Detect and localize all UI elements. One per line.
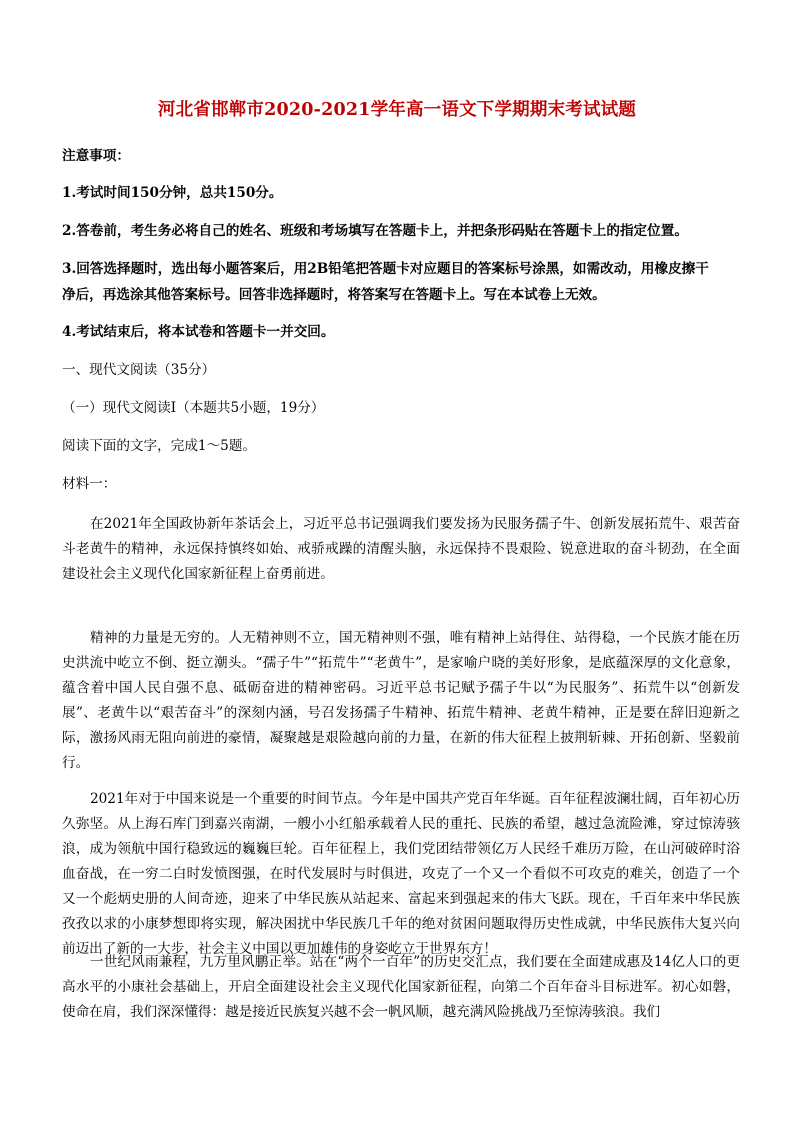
- notice-item-4: 4.考试结束后，将本试卷和答题卡一并交回。: [62, 324, 335, 340]
- notice-item-2: 2.答卷前，考生务必将自己的姓名、班级和考场填写在答题卡上，并把条形码贴在答题卡上的指定位置。: [62, 223, 688, 239]
- notice-heading: 注意事项：: [62, 148, 130, 164]
- notice-item-3-line-2: 净后，再选涂其他答案标号。回答非选择题时，将答案写在答题卡上。写在本试卷上无效。: [62, 287, 606, 303]
- notice-item-1: 1.考试时间150分钟，总共150分。: [62, 185, 283, 201]
- reading-instruction: 阅读下面的文字，完成1～5题。: [62, 438, 257, 454]
- exam-title: 河北省邯郸市2020-2021学年高一语文下学期期末考试试题: [157, 100, 637, 120]
- paragraph-2: 精神的力量是无穷的。人无精神则不立，国无精神则不强，唯有精神上站得住、站得稳，一个民族才能在历史洪流中屹立不倒、挺立潮头。“孺子牛”“拓荒牛”“老黄牛”，是家喻户晓的美好形象，是底蕴深厚的文化意象，蕴含着中国人民自强不息、砥砺奋进的精神密码。习近平总书记赋予孺子牛以“为民服务”、拓荒牛以“创新发展”、老黄牛以“艰苦奋斗”的深刻内涵，号召发扬孺子牛精神、拓荒牛精神、老黄牛精神，正是要在辞旧迎新之际，激扬风雨无阻向前进的豪情，凝聚越是艰险越向前的力量，在新的伟大征程上披荆斩棘、开拓创新、坚毅前行。: [62, 630, 740, 771]
- section-subheading: （一）现代文阅读Ⅰ（本题共5小题，19分）: [62, 400, 325, 416]
- material-label: 材料一：: [62, 476, 117, 492]
- notice-item-3-line-1: 3.回答选择题时，选出每小题答案后，用2B铅笔把答题卡对应题目的答案标号涂黑，如需改动，用橡皮擦干: [62, 261, 709, 277]
- section-heading: 一、现代文阅读（35分）: [62, 362, 216, 378]
- paragraph-4: 一世纪风雨兼程，九万里风鹏正举。站在“两个一百年”的历史交汇点，我们要在全面建成惠及14亿人口的更高水平的小康社会基础上，开启全面建设社会主义现代化国家新征程，向第二个百年奋斗目标进军。初心如磐，使命在肩，我们深深懂得：越是接近民族复兴越不会一帆风顺，越充满风险挑战乃至惊涛骇浪。我们: [62, 954, 740, 1020]
- paragraph-3: 2021年对于中国来说是一个重要的时间节点。今年是中国共产党百年华诞。百年征程波澜壮阔，百年初心历久弥坚。从上海石库门到嘉兴南湖，一艘小小红船承载着人民的重托、民族的希望，越过急流险滩，穿过惊涛骇浪，成为领航中国行稳致远的巍巍巨轮。百年征程上，我们党团结带领亿万人民经千难历万险，在山河破碎时浴血奋战，在一穷二白时发愤图强，在时代发展时与时俱进，攻克了一个又一个看似不可攻克的难关，创造了一个又一个彪炳史册的人间奇迹，迎来了中华民族从站起来、富起来到强起来的伟大飞跃。现在，千百年来中华民族孜孜以求的小康梦想即将实现，解决困扰中华民族几千年的绝对贫困问题取得历史性成就，中华民族伟大复兴向前迈出了新的一大步，社会主义中国以更加雄伟的身姿屹立于世界东方！: [62, 791, 740, 957]
- paragraph-1: 在2021年全国政协新年茶话会上，习近平总书记强调我们要发扬为民服务孺子牛、创新发展拓荒牛、艰苦奋斗老黄牛的精神，永远保持慎终如始、戒骄戒躁的清醒头脑，永远保持不畏艰险、锐意进取的奋斗韧劲，在全面建设社会主义现代化国家新征程上奋勇前进。: [62, 516, 740, 582]
